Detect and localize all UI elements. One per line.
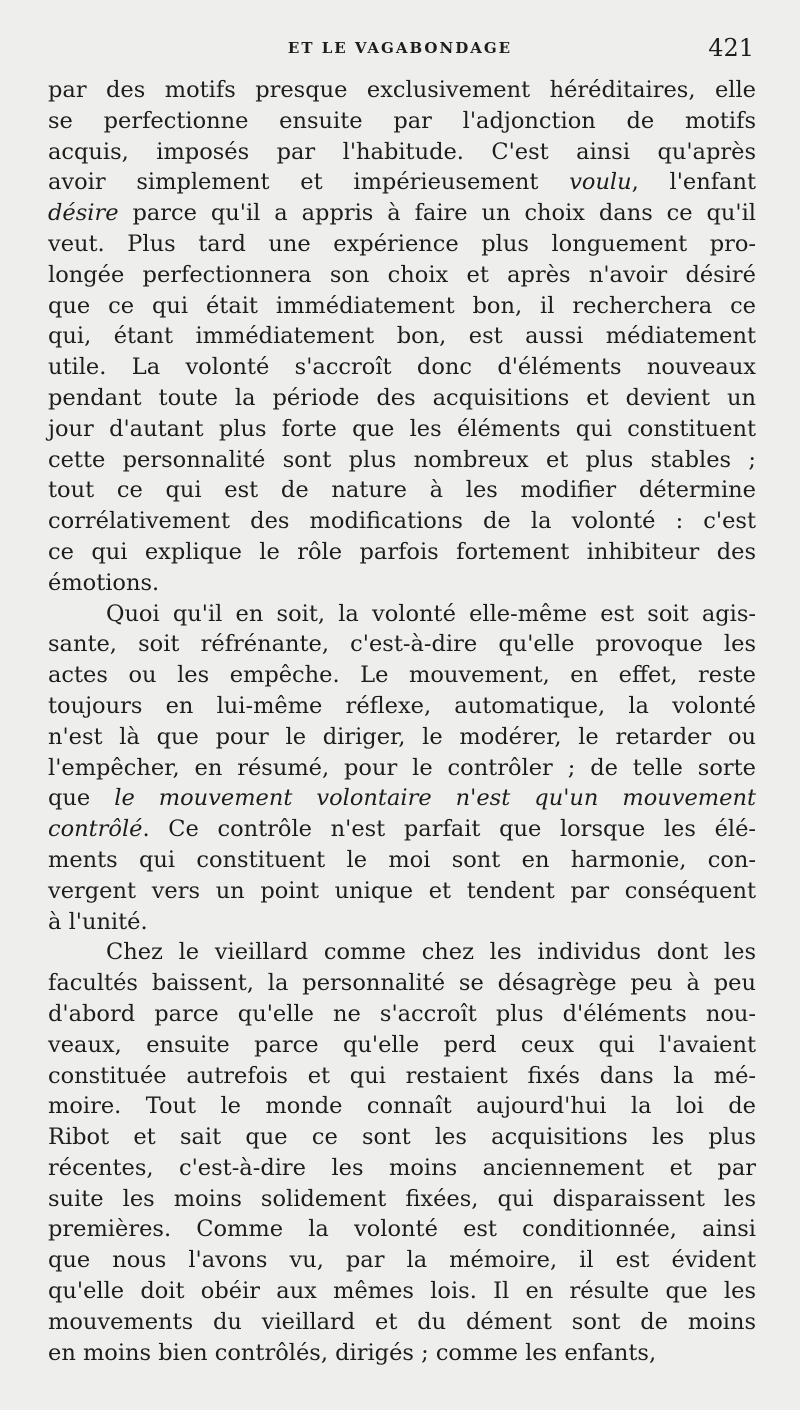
text-run: jour d'autant plus forte que les éléments qui constituent [48, 415, 756, 442]
text-line [48, 1276, 756, 1307]
text-line [48, 1091, 756, 1122]
text-run: Chez le vieillard comme chez les individus dont les [106, 939, 756, 966]
text-line [48, 321, 756, 352]
text-run: se perfectionne ensuite par l'adjonction de motifs [48, 107, 756, 134]
text-line [48, 352, 756, 383]
text-line [48, 167, 756, 198]
italic-text: voulu [569, 169, 632, 196]
text-run: tout ce qui est de nature à les modifier détermine [48, 477, 756, 504]
page-number: 421 [708, 34, 754, 62]
text-line [48, 629, 756, 660]
paragraph [48, 599, 756, 938]
text-run: ce qui explique le rôle parfois fortement inhibiteur des [48, 538, 756, 565]
italic-text: le mouvement volontaire n'est qu'un mouvement [114, 785, 756, 812]
text-run: suite les moins solidement fixées, qui disparaissent les [48, 1185, 756, 1212]
text-run: veut. Plus tard une expérience plus longuement pro- [48, 230, 756, 257]
text-run: corrélativement des modifications de la volonté : c'est [48, 508, 756, 535]
text-run: premières. Comme la volonté est conditionnée, ainsi [48, 1216, 756, 1243]
text-line [48, 414, 756, 445]
text-line [48, 475, 756, 506]
paragraph [48, 937, 756, 1368]
paragraph [48, 75, 756, 599]
text-line [48, 506, 756, 537]
text-run: que [48, 785, 115, 812]
text-run: , l'enfant [631, 169, 756, 196]
text-run: moire. Tout le monde connaît aujourd'hui la loi de [48, 1093, 756, 1120]
text-line [48, 291, 756, 322]
text-line [48, 1061, 756, 1092]
text-run: en moins bien contrôlés, dirigés ; comme les enfants, [48, 1339, 657, 1366]
text-line [48, 814, 756, 845]
running-title: ET LE VAGABONDAGE [287, 39, 513, 57]
text-line [48, 1184, 756, 1215]
text-run: cette personnalité sont plus nombreux et plus stables ; [48, 446, 756, 473]
text-run: longée perfectionnera son choix et après n'avoir désiré [48, 261, 756, 288]
text-run: que ce qui était immédiatement bon, il recherchera ce [48, 292, 756, 319]
text-run: parce qu'il a appris à faire un choix dans ce qu'il [118, 200, 756, 227]
text-run: vergent vers un point unique et tendent par conséquent [48, 877, 756, 904]
text-run: Ribot et sait que ce sont les acquisitions les plus [48, 1124, 756, 1151]
text-run: veaux, ensuite parce qu'elle perd ceux qui l'avaient [48, 1031, 756, 1058]
text-line [48, 260, 756, 291]
text-line [48, 383, 756, 414]
text-run: avoir simplement et impérieusement [48, 169, 570, 196]
page-header [46, 34, 754, 64]
text-line [48, 1338, 756, 1369]
text-line [48, 753, 756, 784]
text-line [48, 1030, 756, 1061]
text-line [48, 1245, 756, 1276]
text-run: actes ou les empêche. Le mouvement, en effet, reste [48, 662, 756, 689]
text-run: à l'unité. [48, 908, 148, 935]
text-line [48, 691, 756, 722]
text-line [48, 907, 756, 938]
text-run: . Ce contrôle n'est parfait que lorsque les élé- [142, 816, 756, 843]
text-line [48, 660, 756, 691]
text-run: que nous l'avons vu, par la mémoire, il est évident [48, 1247, 756, 1274]
text-run: constituée autrefois et qui restaient fixés dans la mé- [48, 1062, 756, 1089]
text-line [48, 599, 756, 630]
text-line [48, 722, 756, 753]
text-line [48, 568, 756, 599]
text-run: émotions. [48, 569, 160, 596]
text-line [48, 75, 756, 106]
text-run: d'abord parce qu'elle ne s'accroît plus d'éléments nou- [48, 1000, 756, 1027]
text-line [48, 137, 756, 168]
text-run: par des motifs presque exclusivement héréditaires, elle [48, 77, 756, 103]
text-run: pendant toute la période des acquisitions et devient un [48, 384, 756, 411]
text-run: qu'elle doit obéir aux mêmes lois. Il en résulte que les [48, 1278, 756, 1305]
text-run: mouvements du vieillard et du dément sont de moins [48, 1308, 756, 1335]
text-line [48, 198, 756, 229]
text-line [48, 1307, 756, 1338]
text-run: facultés baissent, la personnalité se désagrège peu à peu [48, 970, 756, 997]
italic-text: désire [48, 200, 119, 227]
text-line [48, 1153, 756, 1184]
text-run: toujours en lui-même réflexe, automatique, la volonté [48, 692, 756, 719]
text-run: acquis, imposés par l'habitude. C'est ainsi qu'après [48, 138, 756, 165]
text-line [48, 845, 756, 876]
text-line [48, 537, 756, 568]
text-line [48, 968, 756, 999]
text-line [48, 229, 756, 260]
text-run: récentes, c'est-à-dire les moins anciennement et par [48, 1154, 756, 1181]
text-line [48, 1214, 756, 1245]
text-run: n'est là que pour le diriger, le modérer, le retarder ou [48, 723, 756, 750]
text-line [48, 783, 756, 814]
text-run: ments qui constituent le moi sont en harmonie, con- [48, 846, 756, 873]
text-line [48, 876, 756, 907]
text-line [48, 999, 756, 1030]
italic-text: contrôlé [48, 816, 143, 843]
text-line [48, 445, 756, 476]
text-run: utile. La volonté s'accroît donc d'éléments nouveaux [48, 354, 756, 381]
text-line [48, 106, 756, 137]
body-text [48, 75, 756, 1368]
text-run: sante, soit réfrénante, c'est-à-dire qu'elle provoque les [48, 631, 756, 658]
text-line [48, 937, 756, 968]
text-run: qui, étant immédiatement bon, est aussi médiatement [48, 323, 756, 350]
text-line [48, 1122, 756, 1153]
text-run: l'empêcher, en résumé, pour le contrôler ; de telle sorte [48, 754, 756, 781]
text-run: Quoi qu'il en soit, la volonté elle-même est soit agis- [106, 600, 756, 627]
